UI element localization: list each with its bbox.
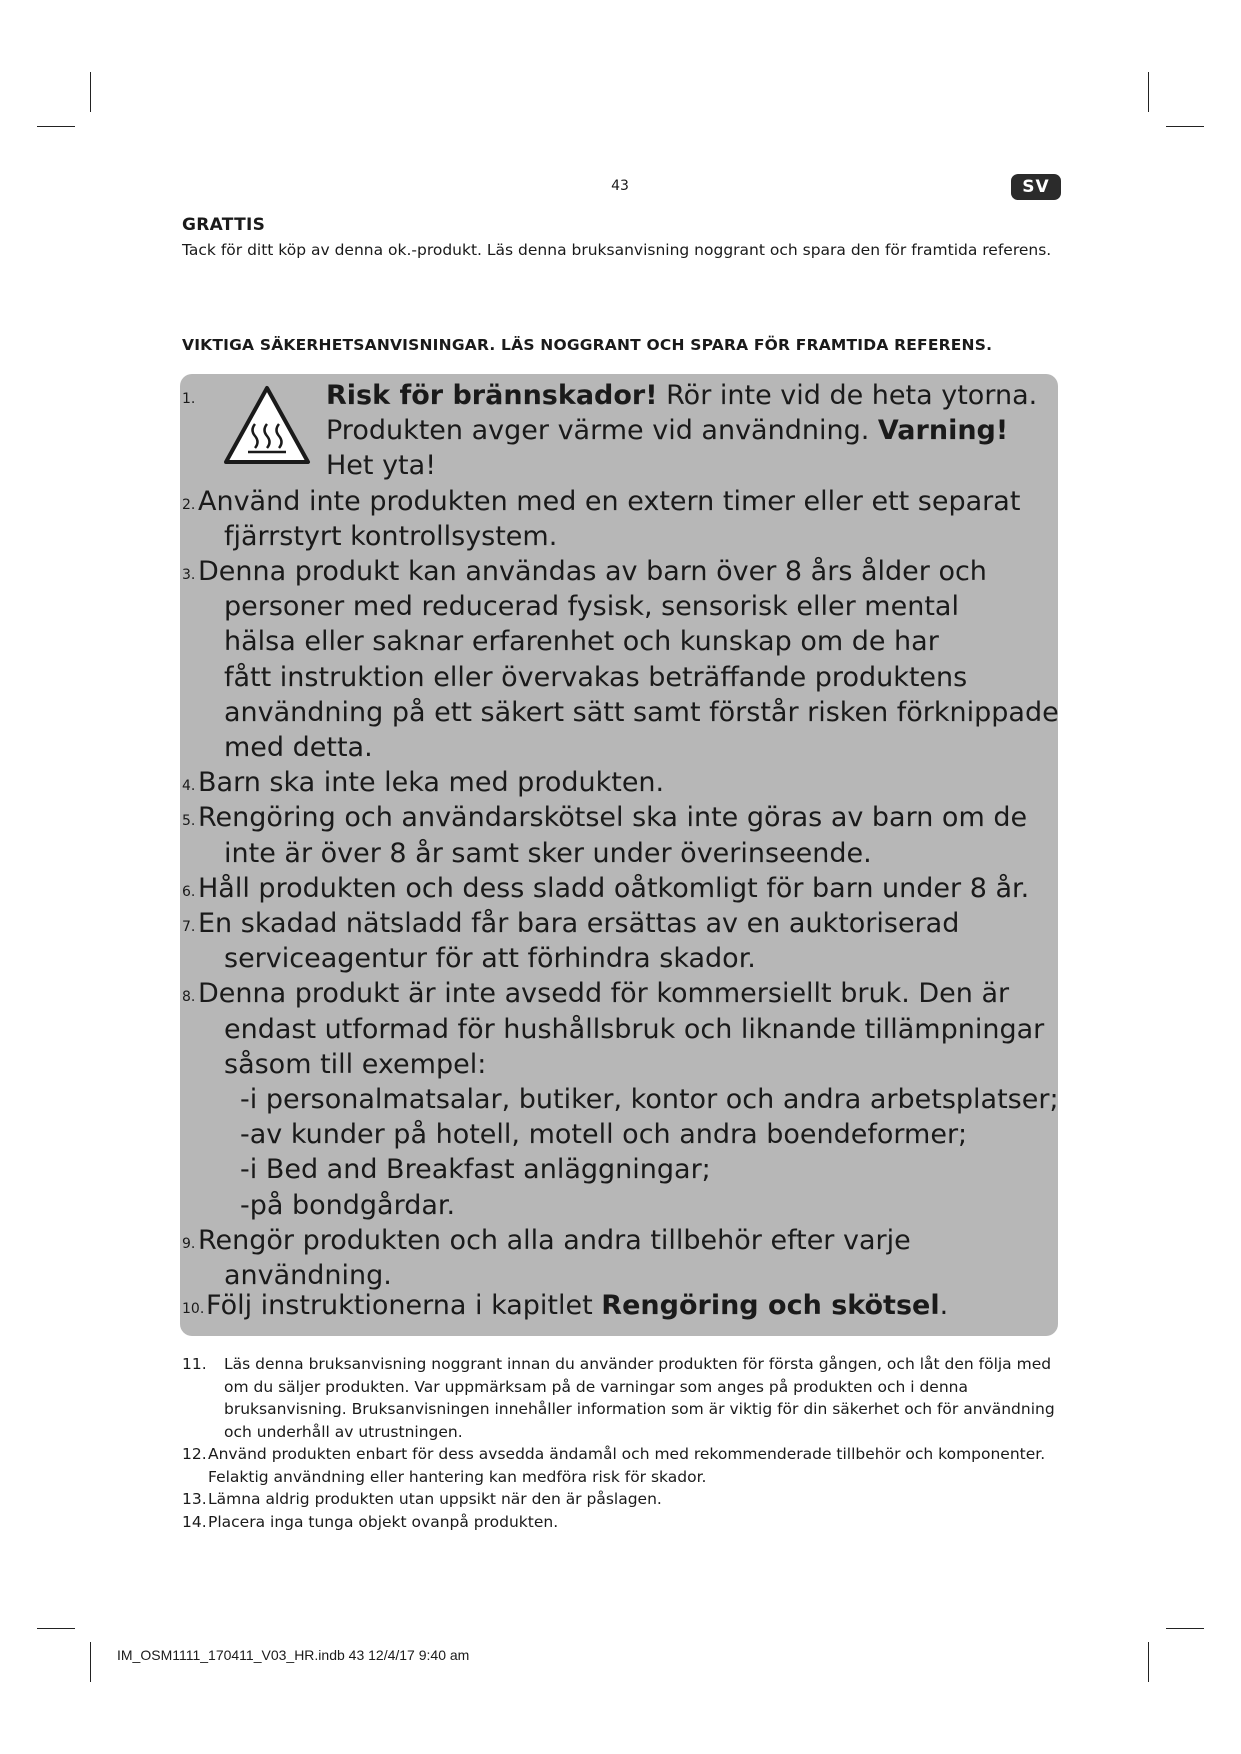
item-subline: -i Bed and Breakfast anläggningar; bbox=[240, 1154, 711, 1186]
item-line: Denna produkt kan användas av barn över 8 års ålder och bbox=[198, 556, 987, 587]
crop-mark bbox=[1166, 1628, 1204, 1629]
safety-item-2 bbox=[180, 484, 1058, 554]
item-line: såsom till exempel: bbox=[224, 1048, 487, 1080]
warning-label: Varning! bbox=[877, 415, 1009, 447]
crop-mark bbox=[37, 126, 75, 127]
safety-item-1 bbox=[180, 378, 1058, 484]
item-line: användning. bbox=[224, 1260, 392, 1291]
safety-heading: VIKTIGA SÄKERHETSANVISNINGAR. LÄS NOGGRANT OCH SPARA FÖR FRAMTIDA REFERENS. bbox=[182, 336, 993, 354]
safety-item-3 bbox=[180, 554, 1058, 765]
item-line: En skadad nätsladd får bara ersättas av en auktoriserad bbox=[198, 908, 960, 939]
safety-item-5 bbox=[180, 800, 1058, 870]
item1-line: Het yta! bbox=[326, 450, 437, 482]
item-number: 9. bbox=[182, 1235, 196, 1252]
page-number: 43 bbox=[611, 178, 629, 194]
safety-list-small bbox=[182, 1353, 1062, 1533]
item-line: användning på ett säkert sätt samt förstår risken förknippade bbox=[224, 696, 1059, 728]
item-line: personer med reducerad fysisk, sensorisk eller mental bbox=[224, 591, 959, 623]
safety-warning-box bbox=[180, 374, 1058, 1336]
language-badge: SV bbox=[1011, 174, 1061, 200]
item-number: 6. bbox=[182, 883, 196, 900]
item-text: Läs denna bruksanvisning noggrant innan du använder produkten för första gången, och låt den följa med om du säljer produkten. Var uppmärksam på de varningar som anges på produkten och i denna bruksanvisning. Bruksanvisningen innehåller information som är viktig för din säkerhet och för användning och underhåll av utrustningen. bbox=[224, 1355, 1055, 1441]
item-line: inte är över 8 år samt sker under överinseende. bbox=[224, 837, 872, 869]
safety-item-8 bbox=[180, 976, 1058, 1222]
item-number: 2. bbox=[182, 496, 196, 513]
crop-mark bbox=[1166, 126, 1204, 127]
item-number: 13. bbox=[182, 1490, 207, 1508]
print-file-info: IM_OSM1111_170411_V03_HR.indb 43 12/4/17 9:40 am bbox=[117, 1647, 470, 1663]
intro-heading: GRATTIS bbox=[182, 215, 266, 235]
item-text: Använd produkten enbart för dess avsedda ändamål och med rekommenderade tillbehör och komponenter. Felaktig användning eller hantering kan medföra risk för skador. bbox=[208, 1445, 1046, 1486]
item-line: fått instruktion eller övervakas beträffande produktens bbox=[224, 661, 968, 693]
item10-end: . bbox=[939, 1290, 949, 1321]
item-subline: -på bondgårdar. bbox=[240, 1189, 456, 1221]
crop-mark bbox=[90, 72, 91, 112]
crop-mark bbox=[37, 1628, 75, 1629]
item-line: Denna produkt är inte avsedd för kommersiellt bruk. Den är bbox=[198, 978, 1010, 1010]
chapter-reference: Rengöring och skötsel bbox=[601, 1290, 940, 1321]
item1-line bbox=[326, 413, 1037, 448]
item-subline: -av kunder på hotell, motell och andra boendeformer; bbox=[240, 1119, 968, 1151]
intro-text: Tack för ditt köp av denna ok.-produkt. Läs denna bruksanvisning noggrant och spara den för framtida referens. bbox=[182, 241, 1052, 259]
item-line: endast utformad för hushållsbruk och liknande tillämpningar bbox=[224, 1013, 1045, 1045]
item-subline: -i personalmatsalar, butiker, kontor och andra arbetsplatser; bbox=[240, 1084, 1059, 1115]
item-number: 4. bbox=[182, 778, 196, 795]
crop-mark bbox=[1148, 1642, 1149, 1682]
safety-item-13 bbox=[182, 1488, 1062, 1511]
item-number: 5. bbox=[182, 813, 196, 830]
burn-risk-label: Risk för brännskador! bbox=[326, 380, 658, 411]
item-number: 12. bbox=[182, 1445, 207, 1463]
item1-text: Produkten avger värme vid användning. bbox=[326, 415, 878, 447]
safety-item-9 bbox=[180, 1223, 1058, 1293]
item10-text: Följ instruktionerna i kapitlet bbox=[206, 1290, 602, 1321]
item-number: 10. bbox=[182, 1301, 205, 1317]
item-text: Placera inga tunga objekt ovanpå produkten. bbox=[208, 1512, 559, 1531]
item-number: 8. bbox=[182, 989, 196, 1006]
item-line: Använd inte produkten med en extern timer eller ett separat bbox=[198, 485, 1021, 517]
item-line: Rengöring och användarskötsel ska inte göras av barn om de bbox=[198, 802, 1028, 834]
item1-line bbox=[326, 378, 1037, 413]
item-line: Rengör produkten och alla andra tillbehör efter varje bbox=[198, 1224, 911, 1256]
item-line: Barn ska inte leka med produkten. bbox=[198, 767, 665, 799]
item-line: Håll produkten och dess sladd oåtkomligt för barn under 8 år. bbox=[198, 872, 1030, 904]
safety-item-6 bbox=[180, 871, 1058, 906]
safety-item-14 bbox=[182, 1511, 1062, 1534]
safety-item-4 bbox=[180, 765, 1058, 800]
item-number: 1. bbox=[182, 391, 196, 407]
safety-item-11 bbox=[182, 1353, 1062, 1443]
item-line: hälsa eller saknar erfarenhet och kunskap om de har bbox=[224, 626, 939, 658]
item-number: 14. bbox=[182, 1512, 207, 1531]
item-number: 3. bbox=[182, 567, 196, 583]
safety-item-10 bbox=[180, 1288, 1058, 1323]
item-line: fjärrstyrt kontrollsystem. bbox=[224, 520, 558, 552]
hot-surface-warning-icon bbox=[222, 384, 312, 466]
safety-item-7 bbox=[180, 906, 1058, 976]
item-number: 7. bbox=[182, 919, 196, 935]
item-line: med detta. bbox=[224, 732, 373, 764]
item1-text: Rör inte vid de heta ytorna. bbox=[657, 380, 1038, 411]
crop-mark bbox=[1148, 72, 1149, 112]
item-text: Lämna aldrig produkten utan uppsikt när den är påslagen. bbox=[208, 1490, 662, 1508]
crop-mark bbox=[90, 1642, 91, 1682]
item-line: serviceagentur för att förhindra skador. bbox=[224, 943, 756, 975]
safety-item-12 bbox=[182, 1443, 1062, 1488]
item-number: 11. bbox=[182, 1355, 207, 1373]
